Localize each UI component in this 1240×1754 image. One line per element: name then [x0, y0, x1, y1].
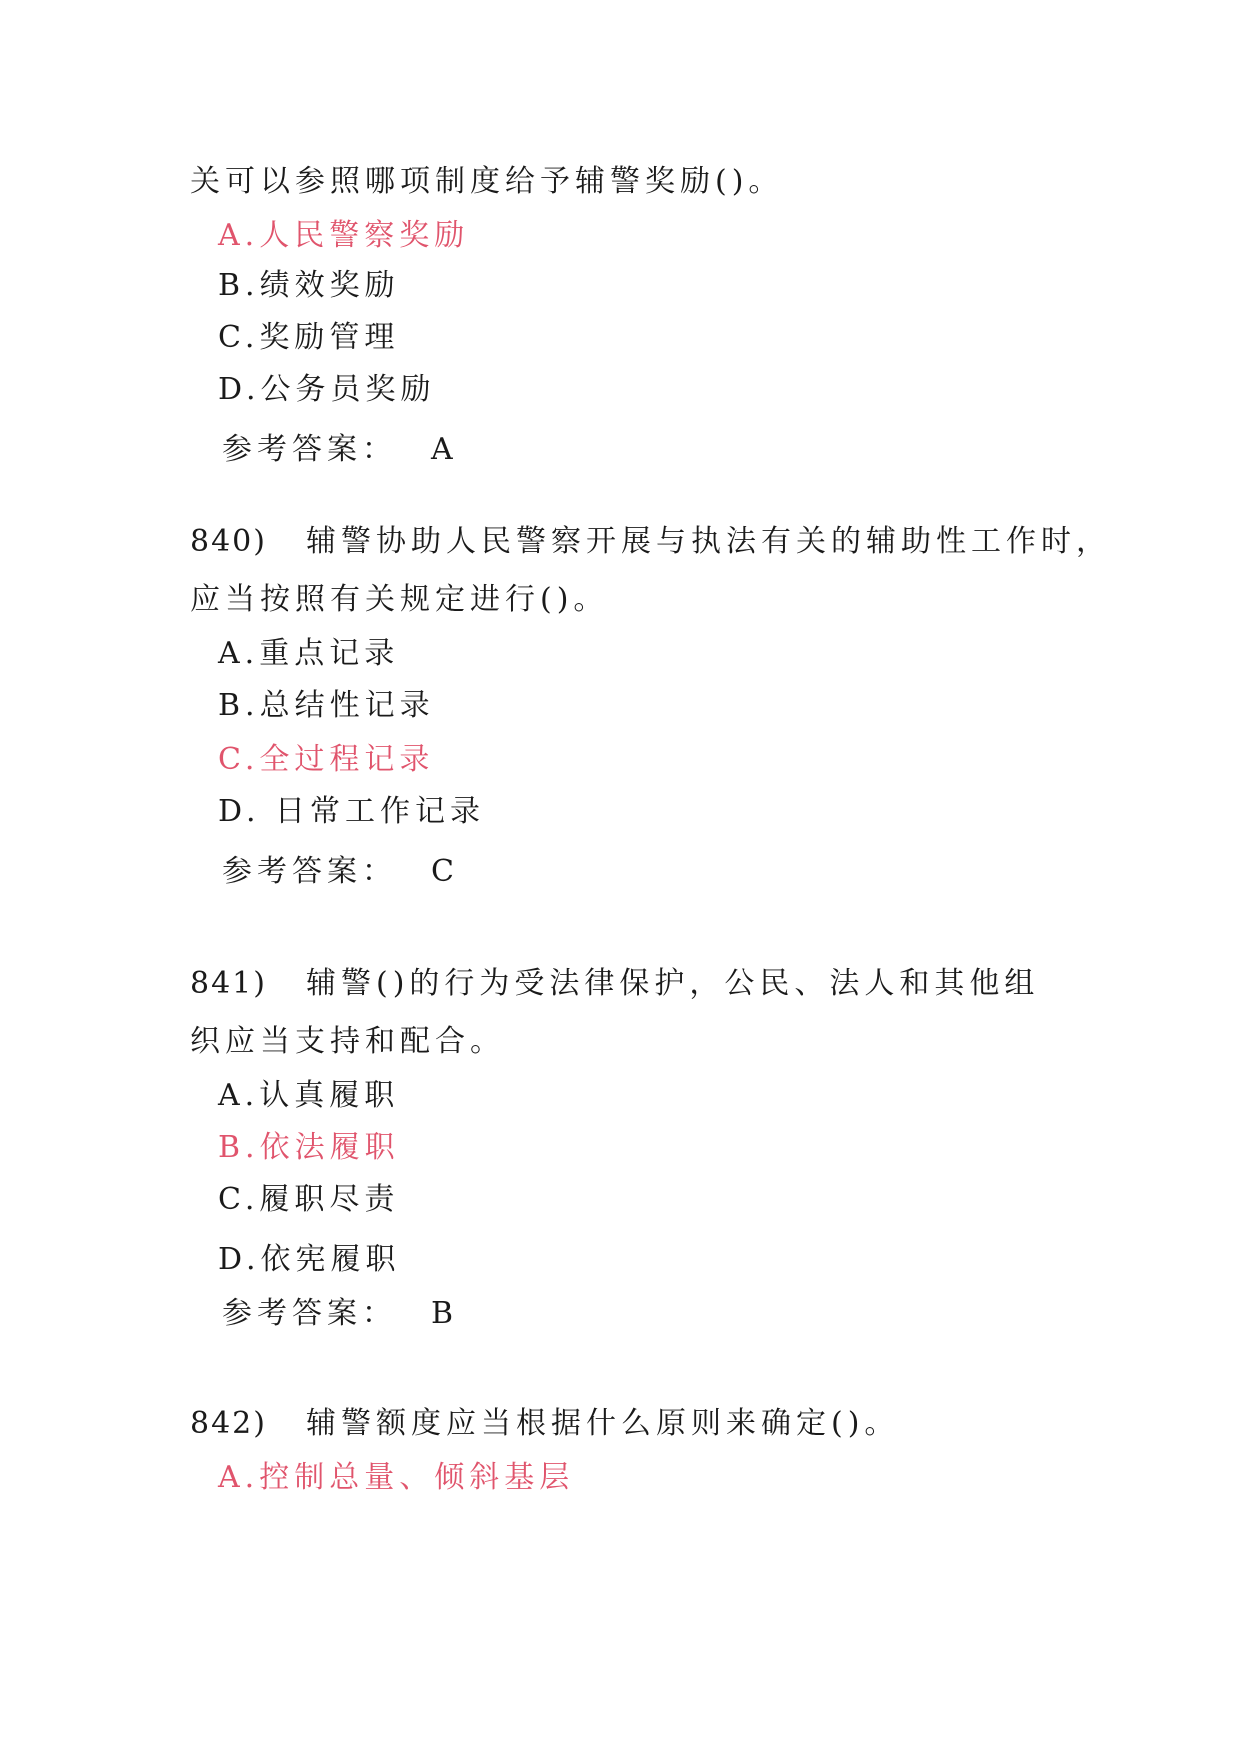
answer-label: 参考答案：: [222, 432, 397, 467]
answer-value: C: [431, 854, 459, 889]
question-stem: 辅警()的行为受法律保护，公民、法人和其他组: [306, 966, 1040, 1001]
option-c: C.奖励管理: [218, 320, 400, 355]
option-b: B.依法履职: [218, 1130, 400, 1165]
option-c: C.履职尽责: [218, 1182, 400, 1217]
answer-line: [222, 852, 459, 892]
option-a: A.重点记录: [218, 636, 400, 671]
question-840-stem-line2: 应当按照有关规定进行()。: [190, 582, 609, 617]
answer-line: [222, 430, 458, 470]
question-841-stem-line1: [190, 964, 1039, 1004]
question-841-stem-line2: 织应当支持和配合。: [190, 1024, 505, 1059]
question-number: 840): [190, 524, 267, 559]
answer-value: B: [431, 1296, 459, 1331]
question-stem: 辅警额度应当根据什么原则来确定()。: [306, 1406, 900, 1441]
option-b: B.绩效奖励: [218, 268, 400, 303]
option-d: D.依宪履职: [218, 1242, 401, 1277]
option-c: C.全过程记录: [218, 742, 435, 777]
question-stem-tail: 关可以参照哪项制度给予辅警奖励()。: [190, 164, 784, 199]
question-842-stem-line1: [190, 1404, 899, 1444]
option-b: B.总结性记录: [218, 688, 435, 723]
question-number: 841): [190, 966, 267, 1001]
answer-line: [222, 1294, 458, 1334]
option-a: A.认真履职: [218, 1078, 400, 1113]
answer-label: 参考答案：: [222, 1296, 397, 1331]
question-840-stem-line1: [190, 522, 1111, 562]
question-stem: 辅警协助人民警察开展与执法有关的辅助性工作时，: [306, 524, 1111, 559]
answer-label: 参考答案：: [222, 854, 397, 889]
option-a: A.人民警察奖励: [218, 218, 470, 253]
option-d: D. 日常工作记录: [218, 794, 486, 829]
option-a: A.控制总量、倾斜基层: [218, 1460, 575, 1495]
option-d: D.公务员奖励: [218, 372, 436, 407]
question-number: 842): [190, 1406, 267, 1441]
answer-value: A: [431, 432, 458, 467]
